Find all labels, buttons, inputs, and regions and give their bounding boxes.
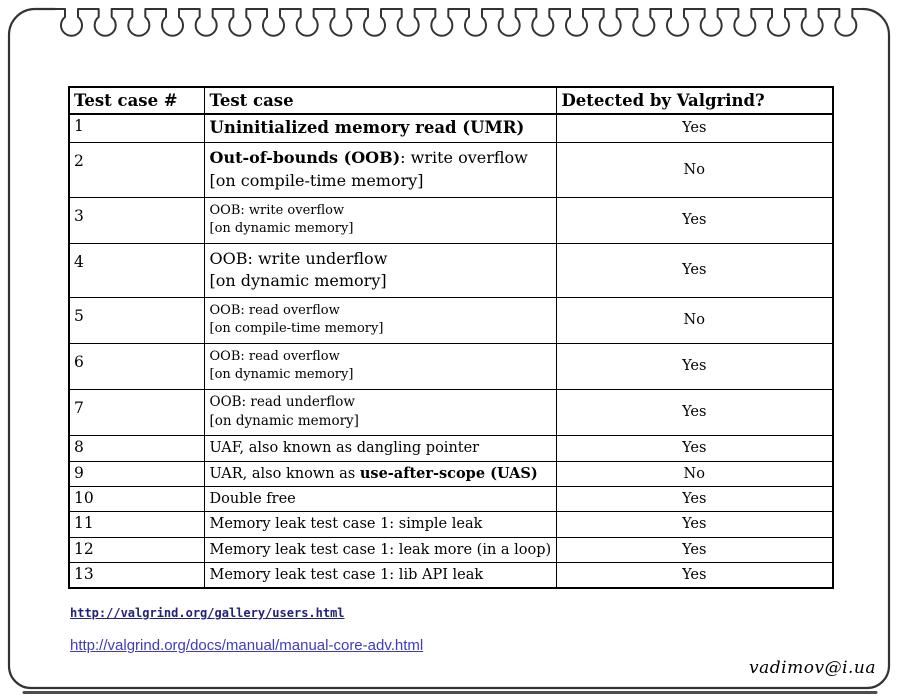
case-number: 13 (69, 562, 204, 588)
case-description: Memory leak test case 1: lib API leak (204, 562, 556, 588)
detected-value: No (556, 297, 833, 343)
valgrind-test-case-table (68, 86, 834, 589)
case-description: UAR, also known as use-after-scope (UAS) (204, 461, 556, 486)
detected-value: Yes (556, 114, 833, 142)
detected-value: Yes (556, 343, 833, 389)
case-number: 11 (69, 511, 204, 537)
case-number: 4 (69, 243, 204, 297)
case-number: 1 (69, 114, 204, 142)
table-row (69, 435, 833, 461)
detected-value: Yes (556, 511, 833, 537)
table-row (69, 297, 833, 343)
table-row (69, 142, 833, 197)
case-description: Out-of-bounds (OOB): write overflow [on compile-time memory] (204, 142, 556, 197)
case-number: 5 (69, 297, 204, 343)
case-description: OOB: read overflow [on dynamic memory] (204, 343, 556, 389)
case-description: Memory leak test case 1: simple leak (204, 511, 556, 537)
detected-value: Yes (556, 486, 833, 511)
col-header-test-case-number: Test case # (69, 87, 204, 114)
detected-value: Yes (556, 435, 833, 461)
case-number: 12 (69, 537, 204, 562)
detected-value: Yes (556, 197, 833, 243)
valgrind-gallery-users-link[interactable]: http://valgrind.org/gallery/users.html (70, 606, 345, 620)
table-row (69, 243, 833, 297)
case-description: OOB: write overflow [on dynamic memory] (204, 197, 556, 243)
case-description: OOB: write underflow [on dynamic memory] (204, 243, 556, 297)
case-number: 9 (69, 461, 204, 486)
case-number: 7 (69, 389, 204, 435)
table-row (69, 389, 833, 435)
table-row (69, 343, 833, 389)
col-header-detected: Detected by Valgrind? (556, 87, 833, 114)
case-description: UAF, also known as dangling pointer (204, 435, 556, 461)
case-number: 2 (69, 142, 204, 197)
case-number: 6 (69, 343, 204, 389)
detected-value: No (556, 142, 833, 197)
case-description: OOB: read underflow [on dynamic memory] (204, 389, 556, 435)
valgrind-manual-core-adv-link[interactable]: http://valgrind.org/docs/manual/manual-core-adv.html (70, 637, 424, 654)
table-row (69, 197, 833, 243)
detected-value: No (556, 461, 833, 486)
table-row (69, 537, 833, 562)
detected-value: Yes (556, 562, 833, 588)
table-row (69, 114, 833, 142)
table-row (69, 486, 833, 511)
table-row (69, 461, 833, 486)
detected-value: Yes (556, 243, 833, 297)
case-number: 10 (69, 486, 204, 511)
table-row (69, 562, 833, 588)
case-description: OOB: read overflow [on compile-time memory] (204, 297, 556, 343)
case-number: 8 (69, 435, 204, 461)
case-description: Double free (204, 486, 556, 511)
table-row (69, 511, 833, 537)
detected-value: Yes (556, 389, 833, 435)
case-number: 3 (69, 197, 204, 243)
table-header-row (69, 87, 833, 114)
case-description: Memory leak test case 1: leak more (in a loop) (204, 537, 556, 562)
spiral-loops-border (55, 9, 863, 36)
col-header-test-case: Test case (204, 87, 556, 114)
case-description: Uninitialized memory read (UMR) (204, 114, 556, 142)
detected-value: Yes (556, 537, 833, 562)
author-email: vadimov@i.ua (749, 658, 876, 678)
